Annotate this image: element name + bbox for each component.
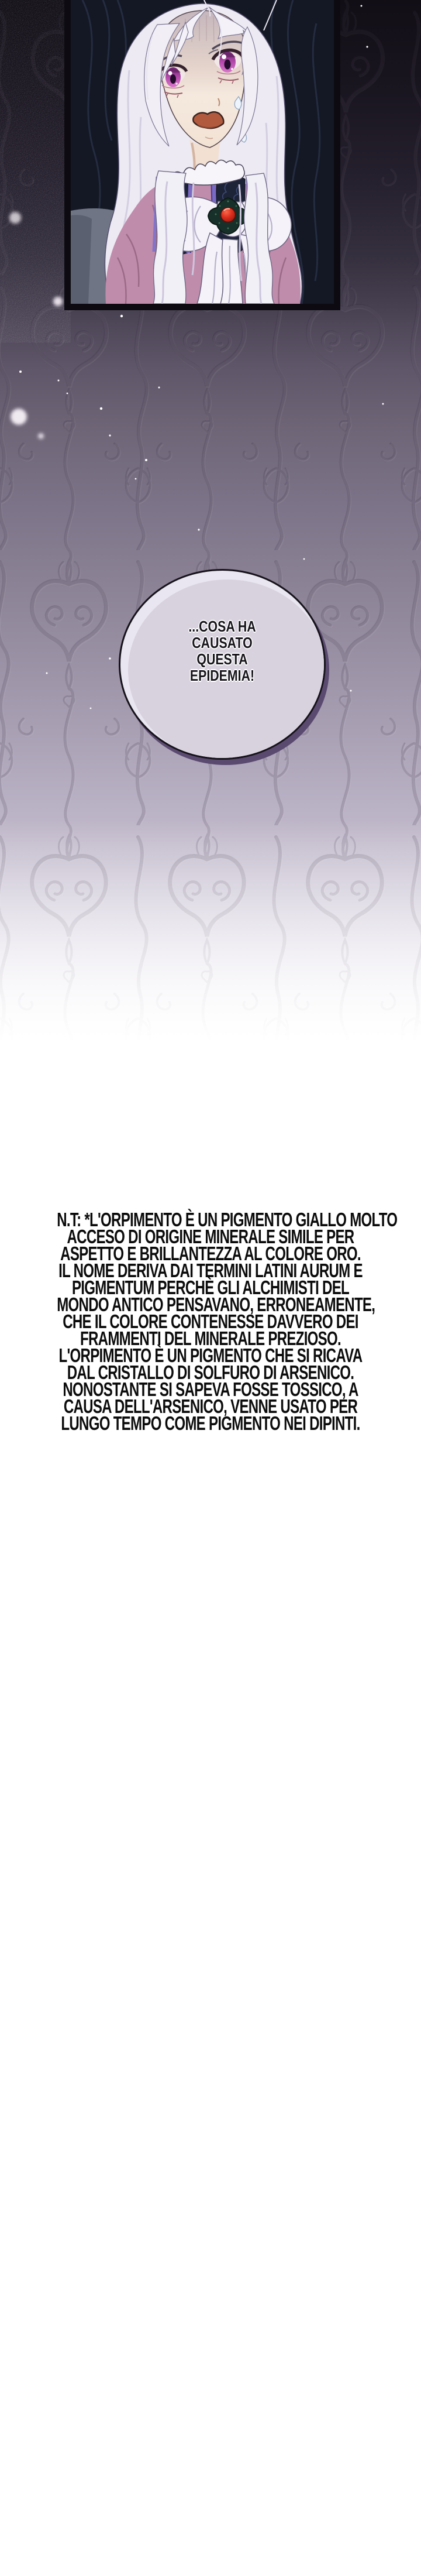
note-line: ASPETTO E BRILLANTEZZA AL COLORE ORO. — [60, 1243, 361, 1264]
brooch-gem — [221, 208, 236, 222]
speckled-wall-strip — [0, 0, 64, 311]
note-line: L'ORPIMENTO È UN PIGMENTO CHE SI RICAVA — [58, 1344, 363, 1366]
note-line: LUNGO TEMPO COME PIGMENTO NEI DIPINTI. — [61, 1412, 360, 1434]
note-line: CHE IL COLORE CONTENESSE DAVVERO DEI — [63, 1311, 358, 1332]
background-furniture-shadow — [71, 215, 92, 304]
speech-line: QUESTA — [196, 650, 248, 668]
note-line: FRAMMENTI DEL MINERALE PREZIOSO. — [80, 1328, 341, 1349]
note-line: NONOSTANTE SI SAPEVA FOSSE TOSSICO, A — [63, 1378, 358, 1400]
speech-bubble — [119, 569, 326, 760]
character-portrait-illustration — [71, 0, 334, 304]
note-line: MONDO ANTICO PENSAVANO, ERRONEAMENTE, — [57, 1294, 375, 1315]
speech-line: CAUSATO — [192, 634, 253, 651]
note-line: PIGMENTUM PERCHÈ GLI ALCHIMISTI DEL — [71, 1277, 350, 1298]
mouth — [193, 112, 223, 128]
note-line: N.T: *L'ORPIMENTO È UN PIGMENTO GIALLO MOLTO — [57, 1209, 398, 1230]
speech-line: EPIDEMIA! — [189, 667, 255, 684]
translator-note — [57, 1209, 398, 1434]
speech-bubble-text — [139, 571, 305, 758]
note-line: DAL CRISTALLO DI SOLFURO DI ARSENICO. — [67, 1361, 354, 1383]
note-line: IL NOME DERIVA DAI TERMINI LATINI AURUM E — [58, 1260, 363, 1281]
comic-panel — [64, 0, 340, 310]
note-line: ACCESO DI ORIGINE MINERALE SIMILE PER — [67, 1226, 354, 1247]
speech-line: ...COSA HA — [188, 618, 256, 635]
note-line: CAUSA DELL'ARSENICO, VENNE USATO PER — [63, 1395, 358, 1417]
